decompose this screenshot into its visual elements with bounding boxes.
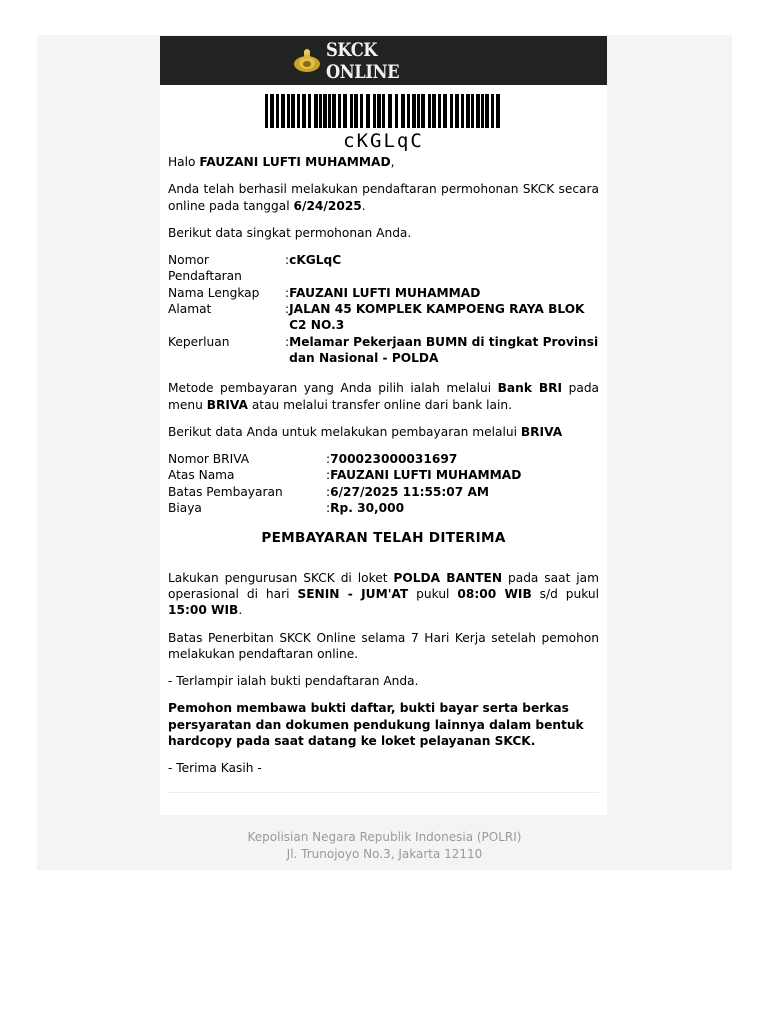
barcode-bar <box>276 94 279 128</box>
applicant-label: Nomor Pendaftaran <box>168 253 242 284</box>
barcode-bar <box>328 94 331 128</box>
barcode-bar <box>401 94 405 128</box>
applicant-table <box>168 252 599 366</box>
payment-value: Rp. 30,000 <box>330 501 405 516</box>
attachment-note: - Terlampir ialah bukti pendaftaran Anda. <box>168 674 419 689</box>
payment-label: Atas Nama <box>168 468 235 483</box>
intro-paragraph: Anda telah berhasil melakukan pendaftaran permohonan SKCK secara online pada tanggal 6/24/2025. <box>168 182 599 213</box>
header-bar <box>160 36 607 85</box>
payment-value: 700023000031697 <box>330 452 458 467</box>
applicant-row: Nomor Pendaftaran : cKGLqC <box>168 253 342 284</box>
barcode-bar <box>382 94 385 128</box>
footer <box>37 829 732 862</box>
applicant-value: cKGLqC <box>289 253 342 268</box>
processing-note: Batas Penerbitan SKCK Online selama 7 Hari Kerja setelah pemohon melakukan pendaftaran online. <box>168 630 599 661</box>
barcode-bar <box>319 94 322 128</box>
payment-value: FAUZANI LUFTI MUHAMMAD <box>330 468 522 483</box>
email-background <box>37 35 732 870</box>
barcode-bar <box>443 94 447 128</box>
barcode-bar <box>450 94 453 128</box>
payment-label: Batas Pembayaran <box>168 484 283 499</box>
barcode-code: cKGLqC <box>343 130 424 152</box>
applicant-value: FAUZANI LUFTI MUHAMMAD <box>289 285 481 300</box>
barcode-bar <box>360 94 363 128</box>
applicant-label: Keperluan <box>168 334 230 349</box>
police-emblem-icon <box>292 48 322 74</box>
barcode-bar <box>485 94 489 128</box>
payment-label: Nomor BRIVA <box>168 452 250 467</box>
greeting: Halo FAUZANI LUFTI MUHAMMAD, <box>168 155 395 169</box>
barcode-bar <box>461 94 464 128</box>
barcode-bar <box>308 94 311 128</box>
barcode-bar <box>291 94 295 128</box>
barcode-bar <box>302 94 306 128</box>
barcode-bar <box>343 94 347 128</box>
applicant-row: Alamat : JALAN 45 KOMPLEK KAMPOENG RAYA BLOK C2 NO.3 <box>168 301 599 334</box>
barcode-bar <box>366 94 370 128</box>
barcode-bar <box>466 94 470 128</box>
barcode-bar <box>412 94 416 128</box>
barcode-bar <box>471 94 474 128</box>
bring-documents-note: Pemohon membawa bukti daftar, bukti bayar serta berkas persyaratan dan dokumen pendukung lainnya dalam bentuk hardcopy pada saat datang ke loket pelayanan SKCK. <box>168 701 584 749</box>
applicant-label: Nama Lengkap <box>168 285 260 300</box>
barcode-image <box>265 94 502 128</box>
barcode-bar <box>491 94 494 128</box>
barcode-bar <box>496 94 500 128</box>
payment-table <box>168 451 599 516</box>
closing-text: - Terima Kasih - <box>168 761 262 776</box>
payment-status-heading: PEMBAYARAN TELAH DITERIMA <box>261 530 506 547</box>
barcode-bar <box>377 94 381 128</box>
registration-date: 6/24/2025 <box>293 198 362 213</box>
applicant-value: JALAN 45 KOMPLEK KAMPOENG RAYA BLOK C2 NO.3 <box>289 302 585 333</box>
barcode-bar <box>287 94 290 128</box>
barcode-bar <box>395 94 398 128</box>
payment-row: Atas Nama : FAUZANI LUFTI MUHAMMAD <box>168 468 522 483</box>
barcode-bar <box>481 94 484 128</box>
email-content <box>168 154 599 788</box>
barcode-bar <box>388 94 392 128</box>
footer-org: Kepolisian Negara Republik Indonesia (POLRI) <box>247 830 522 844</box>
payment-row: Batas Pembayaran : 6/27/2025 11:55:07 AM <box>168 484 490 499</box>
barcode-bar <box>265 94 268 128</box>
barcode-bar <box>332 94 336 128</box>
barcode-bar <box>438 94 441 128</box>
applicant-label: Alamat <box>168 302 212 317</box>
barcode-bar <box>407 94 410 128</box>
barcode-bar <box>421 94 425 128</box>
applicant-row: Nama Lengkap : FAUZANI LUFTI MUHAMMAD <box>168 285 481 300</box>
email-card <box>160 36 607 815</box>
applicant-row: Keperluan : Melamar Pekerjaan BUMN di tingkat Provinsi dan Nasional - POLDA <box>168 334 599 365</box>
barcode-bar <box>338 94 341 128</box>
barcode-bar <box>270 94 274 128</box>
barcode-bar <box>281 94 285 128</box>
payment-value: 6/27/2025 11:55:07 AM <box>330 484 490 499</box>
barcode-bar <box>373 94 376 128</box>
payment-intro: Berikut data Anda untuk melakukan pembayaran melalui BRIVA <box>168 424 563 439</box>
instructions-paragraph: Lakukan pengurusan SKCK di loket POLDA BANTEN pada saat jam operasional di hari SENIN - JUM'AT pukul 08:00 WIB s/d pukul 15:00 WIB. <box>168 570 600 618</box>
barcode-bar <box>350 94 353 128</box>
barcode-bar <box>323 94 327 128</box>
payment-label: Biaya <box>168 501 202 516</box>
content-divider <box>168 792 599 793</box>
payment-method-paragraph: Metode pembayaran yang Anda pilih ialah melalui Bank BRI pada menu BRIVA atau melalui transfer online dari bank lain. <box>168 381 600 412</box>
header-title: SKCK ONLINE <box>325 38 399 83</box>
payment-row: Biaya : Rp. 30,000 <box>168 501 405 516</box>
barcode-bar <box>314 94 318 128</box>
summary-intro: Berikut data singkat permohonan Anda. <box>168 225 412 240</box>
applicant-value: Melamar Pekerjaan BUMN di tingkat Provinsi dan Nasional - POLDA <box>289 334 599 365</box>
footer-address: Jl. Trunojoyo No.3, Jakarta 12110 <box>286 846 483 861</box>
barcode-bar <box>428 94 431 128</box>
barcode-bar <box>297 94 300 128</box>
barcode-bar <box>354 94 358 128</box>
barcode-bar <box>476 94 480 128</box>
barcode-bar <box>417 94 420 128</box>
payment-row: Nomor BRIVA : 700023000031697 <box>168 452 458 467</box>
barcode-bar <box>455 94 459 128</box>
barcode-bar <box>432 94 436 128</box>
applicant-name: FAUZANI LUFTI MUHAMMAD <box>199 155 391 169</box>
